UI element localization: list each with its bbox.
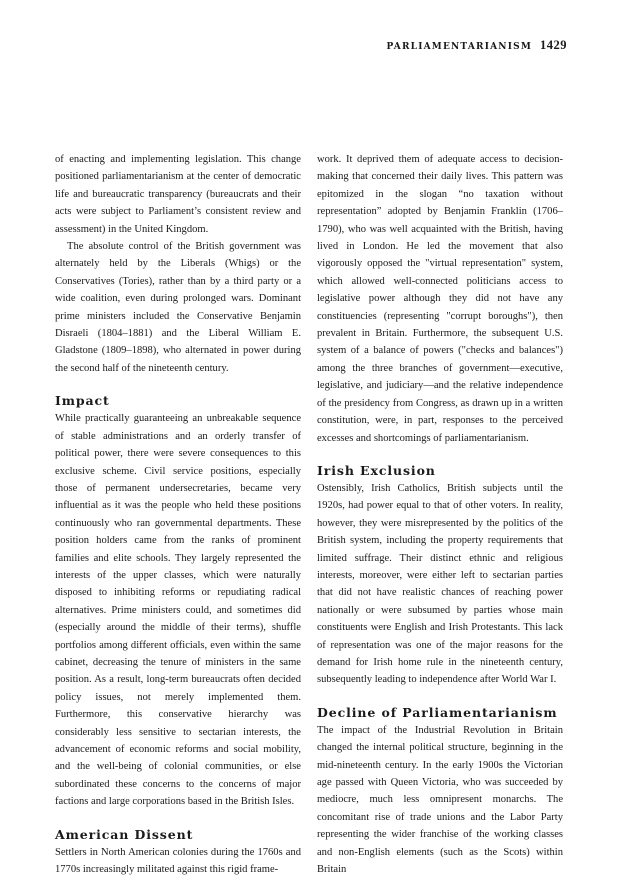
section-heading-irish-exclusion: Irish Exclusion: [317, 462, 436, 478]
paragraph: Ostensibly, Irish Catholics, British subjects until the 1920s, had power equal to that of other voters. In reality, however, they were misrepresented by the politics of the British system, including the property requirements that limited suffrage. Their distinct ethnic and religious interests, moreover, were either left to sectarian parties that did not have realistic chances of reaching power nationally or were subsumed by parties whose main constituents were English and Irish Protestants. This lack of representation was one of the major reasons for the demand for Irish home rule in the nineteenth century, subsequently leading to independence after World War I.: [317, 482, 563, 686]
right-column: [317, 151, 563, 878]
paragraph: work. It deprived them of adequate access to decision-making that concerned their daily lives. This pattern was epitomized in the slogan “no taxation without representation” adopted by Benjamin Franklin (1706–1790), who was well acquainted with the British, having lived in London. He led the movement that also vigorously opposed the "virtual representation" system, which allowed well-connected politicians access to legislative power although they did not have any constituencies (representing "corrupt boroughs"), then prevalent in Britain. Furthermore, the subsequent U.S. system of a balance of powers ("checks and balances") among the three branches of government—executive, legislative, and judiciary—and the relative independence of the presidency from Congress, as drawn up in a written constitution, were, in part, responses to the perceived excesses and shortcomings of parliamentarianism.: [317, 154, 563, 444]
page-number: 1429: [540, 38, 567, 52]
paragraph: While practically guaranteeing an unbreakable sequence of stable administrations and an orderly transfer of political power, there were severe consequences to this exclusive scheme. Civil service positions, especially those of permanent undersecretaries, became very influential as it was the people who held these positions continuously who ran governmental departments. These position holders came from the ranks of prominent families and elite schools. They largely represented the interests of the upper classes, which were naturally disposed to inhibiting reforms or repudiating radical alternatives. Prime ministers could, and sometimes did (especially around the middle of their terms), shuffle portfolios among different officials, even within the same cabinet, decreasing the tenure of ministers in the same position. As a result, long-term bureaucrats often decided policy issues, not merely implemented them. Furthermore, this conservative hierarchy was considerably less sensitive to sectarian interests, the advancement of economic reforms and social mobility, and the well-being of colonial communities, or else subordinated these concerns to the concerns of major factions and large corporations based in the British Isles.: [55, 413, 301, 808]
section-heading-american-dissent: American Dissent: [55, 826, 194, 842]
paragraph: of enacting and implementing legislation. This change positioned parliamentarianism at the center of democratic life and bureaucratic transparency (bureaucrats and their acts were subject to Parliament’s consistent review and assessment) in the United Kingdom.: [55, 154, 301, 235]
running-head-title: PARLIAMENTARIANISM: [386, 42, 532, 52]
paragraph: Settlers in North American colonies during the 1760s and 1770s increasingly militated against this rigid frame-: [55, 846, 301, 876]
paragraph: The impact of the Industrial Revolution in Britain changed the internal political structure, beginning in the mid-nineteenth century. In the early 1900s the Victorian age passed with Queen Victoria, who was succeeded by mediocre, much less omnipresent monarchs. The concomitant rise of trade unions and the Labor Party representing the wider franchise of the working classes and non-English elements (such as the Scots) within Britain: [317, 724, 563, 876]
left-column: [55, 151, 301, 878]
paragraph: The absolute control of the British government was alternately held by the Liberals (Whigs) or the Conservatives (Tories), rather than by a third party or a wide coalition, even during prolonged wars. Dominant prime ministers included the Conservative Benjamin Disraeli (1804–1881) and the Liberal William E. Gladstone (1809–1898), who alternated in power during the second half of the nineteenth century.: [55, 241, 301, 374]
section-heading-impact: Impact: [55, 393, 110, 409]
running-head: [386, 38, 567, 53]
section-heading-decline: Decline of Parliamentarianism: [317, 704, 558, 720]
